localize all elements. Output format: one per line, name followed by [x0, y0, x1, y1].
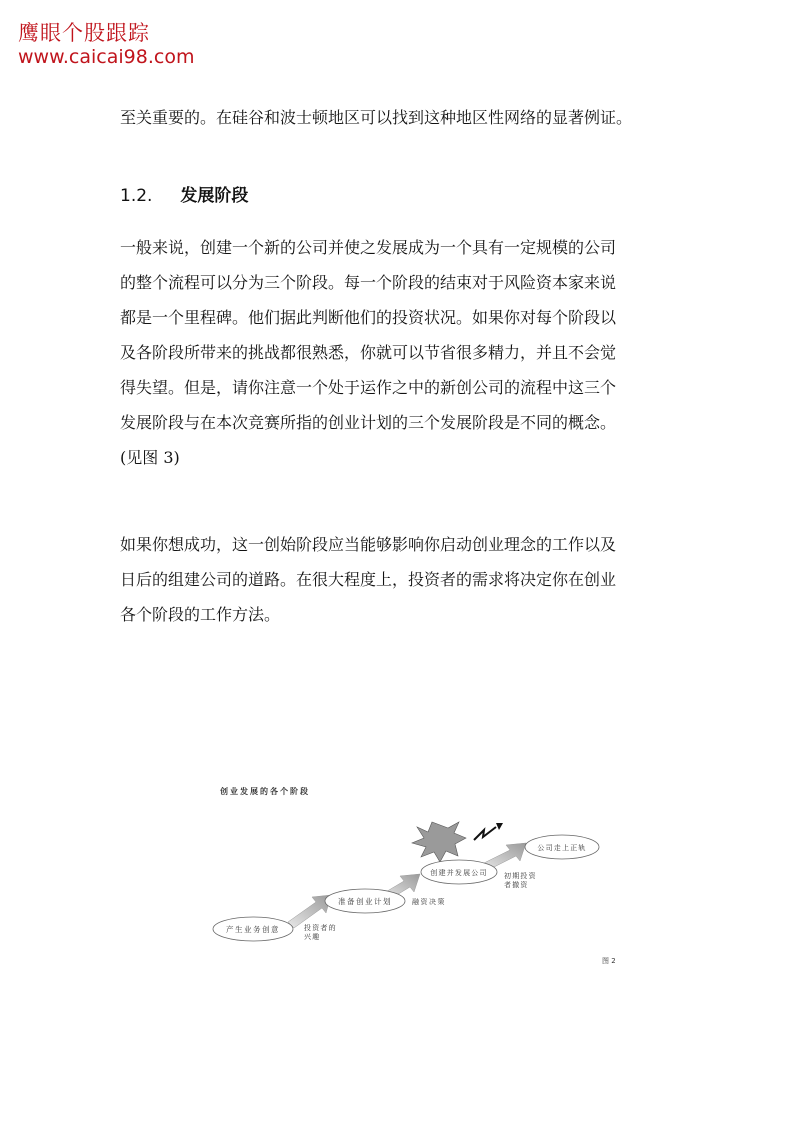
text-line: (见图 3)	[120, 448, 180, 467]
stage-label: 准备创业计划	[338, 897, 392, 906]
stage-label: 产生业务创意	[226, 925, 280, 934]
diagram-note: 投资者的 兴趣	[304, 924, 337, 941]
stage-label: 创建并发展公司	[430, 869, 488, 877]
text-line: 一般来说，创建一个新的公司并使之发展成为一个具有一定规模的公司	[120, 238, 617, 257]
watermark	[18, 20, 194, 68]
watermark-title: 鹰眼个股跟踪	[18, 21, 150, 45]
starburst-icon	[412, 822, 466, 862]
text-line: 各个阶段的工作方法。	[120, 605, 281, 624]
text-line: 发展阶段与在本次竞赛所指的创业计划的三个发展阶段是不同的概念。	[120, 413, 617, 432]
text-line: 的整个流程可以分为三个阶段。每一个阶段的结束对于风险资本家来说	[120, 273, 617, 292]
text-line: 及各阶段所带来的挑战都很熟悉，你就可以节省很多精力，并且不会觉	[120, 343, 617, 362]
section-number: 1.2.	[120, 186, 153, 206]
text-line: 得失望。但是，请你注意一个处于运作之中的新创公司的流程中这三个	[120, 378, 617, 397]
section-title: 发展阶段	[180, 186, 249, 206]
lightning-icon	[474, 827, 496, 840]
paragraph-success	[120, 527, 680, 632]
text-line: 日后的组建公司的道路。在很大程度上，投资者的需求将决定你在创业	[120, 570, 617, 589]
text-line: 如果你想成功，这一创始阶段应当能够影响你启动创业理念的工作以及	[120, 535, 617, 554]
watermark-url: www.caicai98.com	[18, 46, 195, 68]
paragraph-stages	[120, 230, 680, 475]
text-line: 都是一个里程碑。他们据此判断他们的投资状况。如果你对每个阶段以	[120, 308, 617, 327]
diagram-note: 融资决策	[412, 898, 446, 906]
diagram-note: 初期投资 者撤资	[504, 872, 537, 889]
paragraph-intro: 至关重要的。在硅谷和波士顿地区可以找到这种地区性网络的显著例证。	[120, 108, 633, 127]
lightning-tip-icon	[496, 823, 503, 830]
stage-label: 公司走上正轨	[537, 844, 587, 852]
stages-diagram	[200, 780, 640, 970]
section-heading	[120, 181, 248, 206]
diagram-title: 创业发展的各个阶段	[220, 787, 310, 796]
figure-label: 图 2	[602, 957, 616, 965]
